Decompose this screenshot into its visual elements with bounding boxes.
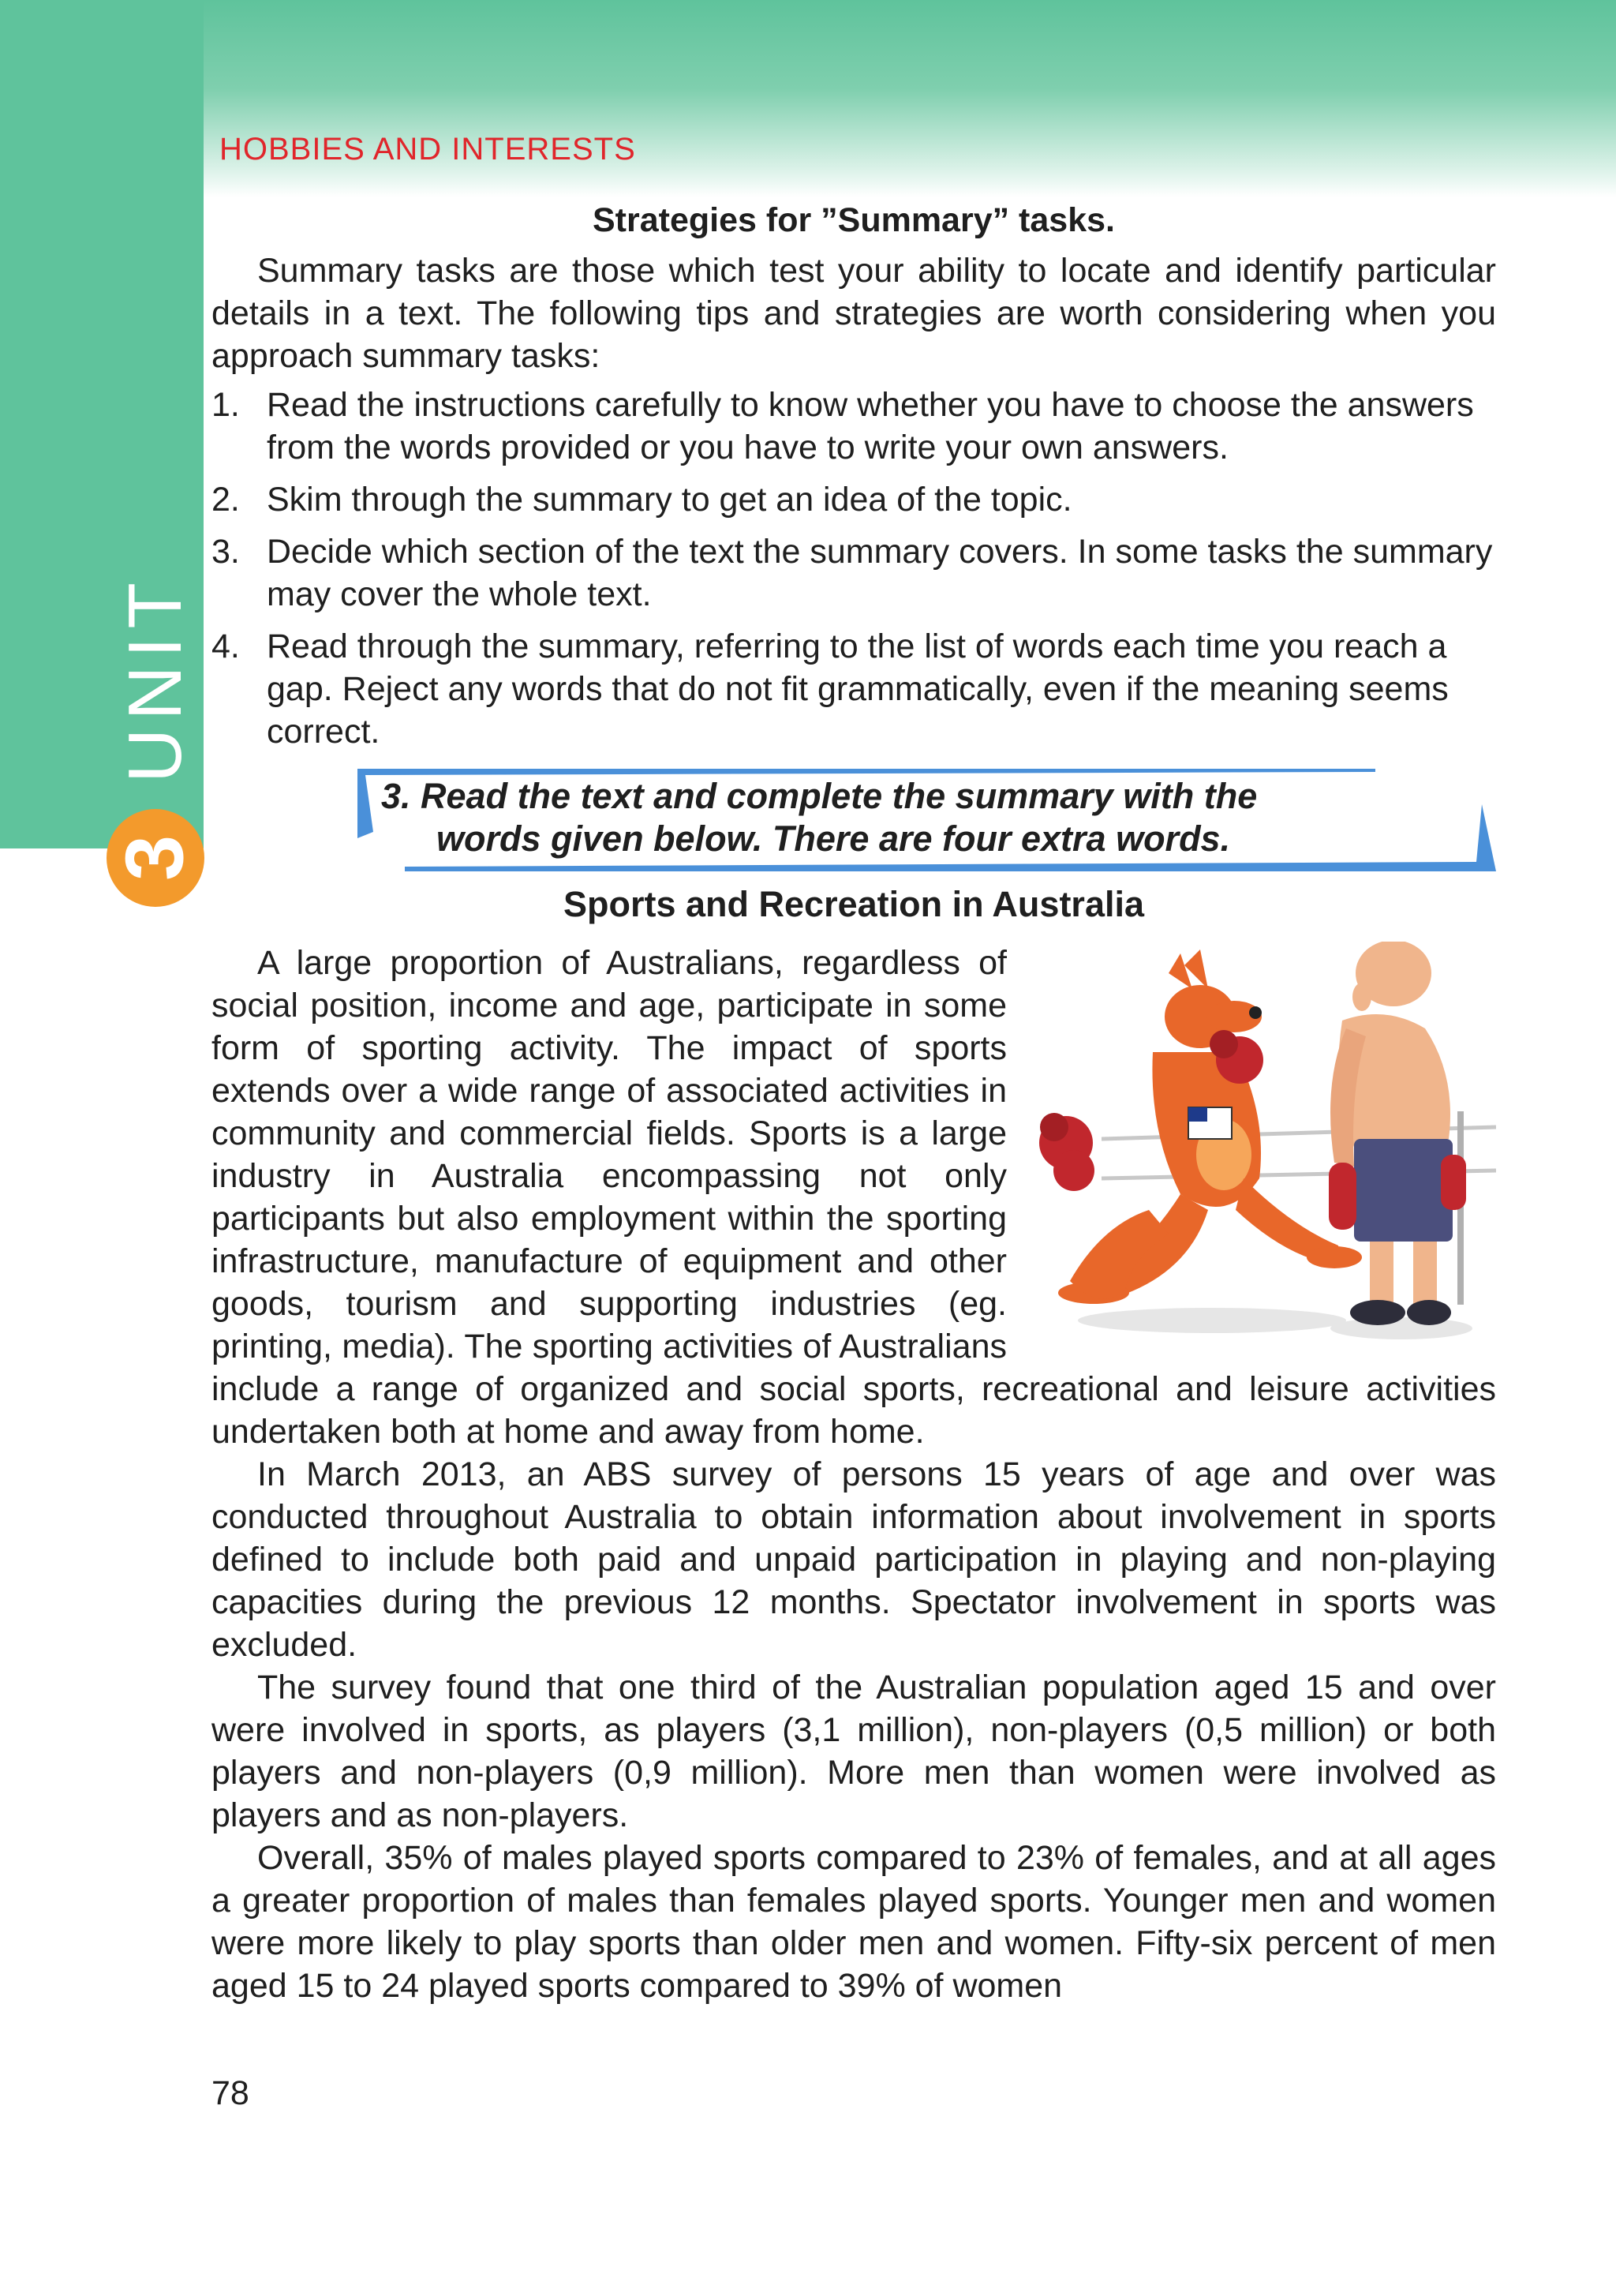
unit-label: UNIT	[113, 575, 197, 783]
article-paragraph: A large proportion of Australians, regardless of social position, income and age, participate in some form of sporting activity. The impact of sports extends over a wide range of associated activities in community and commercial fields. Sports is a large industry in Australia encompassing not only participants but also employment within the sporting infrastructure, manufacture of equipment and other goods, tourism and supporting industries (eg. printing, media). The sporting activities of Australians include a range of organized and social sports, recreational and leisure activities undertaken both at home and away from home.	[211, 944, 1496, 1451]
tip-number: 3.	[211, 533, 240, 571]
task-line-2: words given below. There are four extra words.	[436, 818, 1231, 859]
boxing-kangaroo-illustration	[1031, 942, 1496, 1352]
unit-number: 3	[109, 835, 201, 881]
tip-item	[211, 625, 1496, 753]
task-instruction-box	[357, 769, 1496, 875]
section-title: HOBBIES AND INTERESTS	[219, 132, 636, 167]
tip-text: Read through the summary, referring to the list of words each time you reach a gap. Reject any words that do not fit grammatically, even if the meaning seems correct.	[267, 627, 1449, 751]
tip-number: 2.	[211, 481, 240, 519]
tip-text: Skim through the summary to get an idea of the topic.	[267, 481, 1072, 519]
page-number: 78	[211, 2074, 249, 2112]
tip-number: 1.	[211, 386, 240, 424]
article-title: Sports and Recreation in Australia	[563, 884, 1144, 924]
article-paragraph: Overall, 35% of males played sports compared to 23% of females, and at all ages a greater proportion of males than females played sports. Younger men and women were more likely to play sports than older men and women. Fifty-six percent of men aged 15 to 24 played sports compared to 39% of women	[211, 1839, 1496, 2005]
page-content	[211, 199, 1496, 2007]
article-paragraph: In March 2013, an ABS survey of persons 15 years of age and over was conducted throughout Australia to obtain information about involvement in sports defined to include both paid and unpaid participation in playing and non-playing capacities during the previous 12 months. Spectator involvement in sports was excluded.	[211, 1455, 1496, 1664]
tip-item	[211, 384, 1496, 469]
article-paragraph: The survey found that one third of the Australian population aged 15 and over were involved in sports, as players (3,1 million), non-players (0,5 million) or both players and non-players (0,9 million). More men than women were involved as players and as non-players.	[211, 1669, 1496, 1834]
strategies-heading: Strategies for ”Summary” tasks.	[593, 201, 1115, 239]
task-line-1: 3. Read the text and complete the summary with the	[381, 776, 1258, 816]
article-body	[211, 942, 1496, 2007]
tip-item	[211, 530, 1496, 616]
tip-number: 4.	[211, 627, 240, 665]
task-instruction	[357, 775, 1496, 860]
tip-item	[211, 478, 1496, 521]
tips-list	[211, 384, 1496, 753]
header-band	[0, 0, 1616, 197]
strategies-intro: Summary tasks are those which test your ability to locate and identify particular details in a text. The following tips and strategies are worth considering when you approach summary tasks:	[211, 252, 1496, 375]
tip-text: Decide which section of the text the summary covers. In some tasks the summary may cover the whole text.	[267, 533, 1493, 613]
tip-text: Read the instructions carefully to know whether you have to choose the answers from the words provided or you have to write your own answers.	[267, 386, 1474, 466]
